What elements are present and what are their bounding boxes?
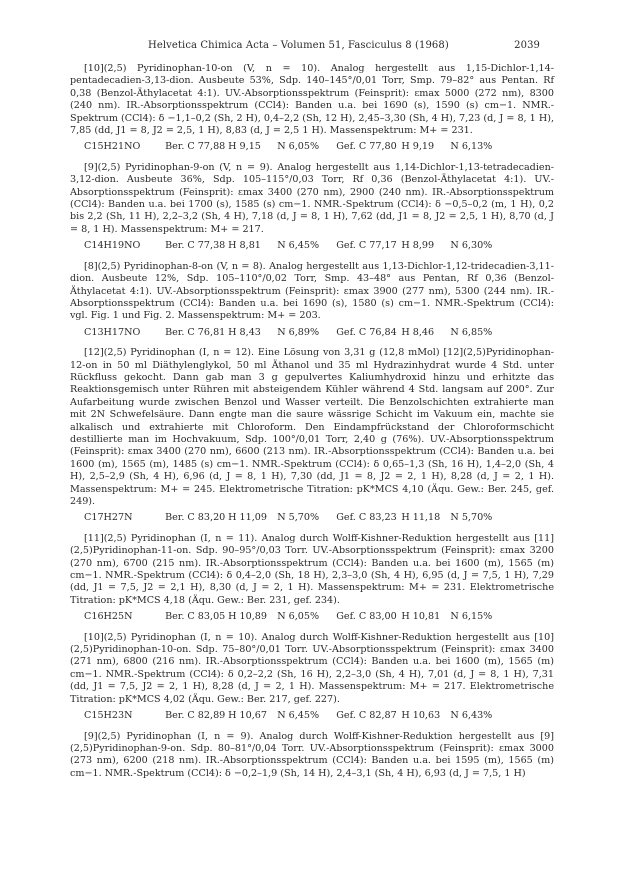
- elemental-analysis: [70, 327, 554, 339]
- found-h: H 8,99: [401, 240, 435, 252]
- calc-n: N 6,05%: [277, 141, 320, 153]
- found-n: N 6,43%: [450, 710, 493, 722]
- elemental-analysis: [70, 240, 554, 252]
- found-h: H 10,81: [401, 611, 441, 623]
- elemental-analysis: [70, 512, 554, 524]
- calc-n: N 5,70%: [277, 512, 320, 524]
- molecular-formula: C15H23N: [84, 710, 133, 722]
- calc-h: H 11,09: [228, 512, 268, 524]
- found-c: Gef. C 77,17: [336, 240, 397, 252]
- calc-h: H 8,81: [228, 240, 261, 252]
- found-n: N 6,30%: [450, 240, 493, 252]
- elemental-analysis: [70, 710, 554, 722]
- entry-pyridinophan-8-on: [8](2,5) Pyridinophan-8-on (V, n = 8). Analog hergestellt aus 1,13-Dichlor-1,12-tridecadien-3,11-dion. Ausbeute 12%, Sdp. 105–110°/0,02 Torr, Smp. 43–48° aus Pentan, Rf 0,36 (Benzol-Äthylacetat 4:1). UV.-Absorptionsspektrum (Feinsprit): εmax 3900 (277 nm), 5300 (244 nm). IR.-Absorptionsspektrum (CCl4): Banden u.a. bei 1690 (s), 1580 (s) cm−1. NMR.-Spektrum (CCl4): vgl. Fig. 1 und Fig. 2. Massenspektrum: M+ = 203.: [70, 260, 554, 322]
- page-number: 2039: [514, 40, 540, 51]
- calc-n: N 6,05%: [277, 611, 320, 623]
- molecular-formula: C13H17NO: [84, 326, 141, 338]
- calc-c: Ber. C 82,89: [165, 710, 226, 722]
- found-h: H 8,46: [401, 326, 435, 338]
- elemental-analysis: [70, 141, 554, 153]
- calc-h: H 9,15: [228, 141, 261, 153]
- calc-h: H 8,43: [228, 326, 261, 338]
- found-n: N 6,15%: [450, 611, 493, 623]
- molecular-formula: C14H19NO: [84, 240, 141, 252]
- article-body: [70, 63, 554, 784]
- found-c: Gef. C 77,80: [336, 141, 397, 153]
- entry-pyridinophan-12: [12](2,5) Pyridinophan (I, n = 12). Eine Lösung von 3,31 g (12,8 mMol) [12](2,5)Pyridinophan-12-on in 50 ml Diäthylenglykol, 50 ml Äthanol und 35 ml Hydrazinhydrat wurde 4 Std. unter Rückfluss gekocht. Dann gab man 3 g gepulvertes Kaliumhydroxid hinzu und erhitzte das Reaktionsgemisch unter Rühren mit absteigendem Kühler während 4 Std. langsam auf 200°. Zur Aufarbeitung wurde zwischen Benzol und Wasser verteilt. Die Benzolschichten extrahierte man mit 2N Schwefelsäure. Dann engte man die saure wässrige Schicht im Vakuum ein, machte sie alkalisch und extrahierte mit Chloroform. Den Eindampfrückstand der Chloroformschicht destillierte man im Hochvakuum, Sdp. 100°/0,01 Torr, 2,40 g (76%). UV.-Absorptionsspektrum (Feinsprit): εmax 3400 (270 nm), 6600 (213 nm). IR.-Absorptionsspektrum (CCl4): Banden u.a. bei 1600 (m), 1565 (m), 1485 (s) cm−1. NMR.-Spektrum (CCl4): δ 0,65–1,3 (Sh, 16 H), 1,4–2,0 (Sh, 4 H), 2,5–2,9 (Sh, 4 H), 6,96 (d, J = 8, 1 H), 7,30 (dd, J1 = 8, J2 = 2, 1 H), 8,28 (d, J = 2, 1 H). Massenspektrum: M+ = 245. Elektrometrische Titration: pK*MCS 4,10 (Äqu. Gew.: Ber. 245, gef. 249).: [70, 347, 554, 507]
- entry-pyridinophan-10: [10](2,5) Pyridinophan (I, n = 10). Analog durch Wolff-Kishner-Reduktion hergestellt aus [10](2,5)Pyridinophan-10-on. Sdp. 75–80°/0,01 Torr. UV.-Absorptionsspektrum (Feinsprit): εmax 3400 (271 nm), 6800 (216 nm). IR.-Absorptionsspektrum (CCl4): Banden u.a. bei 1600 (m), 1565 (m) cm−1. NMR.-Spektrum (CCl4): δ 0,2–2,2 (Sh, 16 H), 2,2–3,0 (Sh, 4 H), 7,01 (d, J = 8, 1 H), 7,31 (dd, J1 = 7,5, J2 = 2, 1 H), 8,28 (d, J = 2, 1 H). Massenspektrum: M+ = 217. Elektrometrische Titration: pK*MCS 4,02 (Äqu. Gew.: Ber. 217, gef. 227).: [70, 631, 554, 705]
- journal-title: Helvetica Chimica Acta – Volumen 51, Fasciculus 8 (1968): [148, 40, 449, 51]
- entry-pyridinophan-11: [11](2,5) Pyridinophan (I, n = 11). Analog durch Wolff-Kishner-Reduktion hergestellt aus [11](2,5)Pyridinophan-11-on. Sdp. 90–95°/0,03 Torr. UV.-Absorptionsspektrum (Feinsprit): εmax 3200 (270 nm), 6700 (215 nm). IR.-Absorptionsspektrum (CCl4): Banden u.a. bei 1600 (m), 1565 (m) cm−1. NMR.-Spektrum (CCl4): δ 0,4–2,0 (Sh, 18 H), 2,3–3,0 (Sh, 4 H), 6,95 (d, J = 7,5, 1 H), 7,29 (dd, J1 = 7,5, J2 = 2,1 H), 8,30 (d, J = 2, 1 H). Massenspektrum: M+ = 231. Elektrometrische Titration: pK*MCS 4,18 (Äqu. Gew.: Ber. 231, gef. 234).: [70, 532, 554, 606]
- found-n: N 6,85%: [450, 326, 493, 338]
- molecular-formula: C16H25N: [84, 611, 133, 623]
- entry-pyridinophan-10-on: [10](2,5) Pyridinophan-10-on (V, n = 10). Analog hergestellt aus 1,15-Dichlor-1,14-pentadecadien-3,13-dion. Ausbeute 53%, Sdp. 140–145°/0,01 Torr, Smp. 79–82° aus Pentan. Rf 0,38 (Benzol-Äthylacetat 4:1). UV.-Absorptionsspektrum (Feinsprit): εmax 5000 (272 nm), 8300 (240 nm). IR.-Absorptionsspektrum (CCl4): Banden u.a. bei 1690 (s), 1590 (s) cm−1. NMR.-Spektrum (CCl4): δ −1,1–0,2 (Sh, 2 H), 0,4–2,2 (Sh, 12 H), 2,45–3,30 (Sh, 4 H), 7,23 (d, J = 8, 1 H), 7,85 (dd, J1 = 8, J2 = 2,5, 1 H), 8,83 (d, J = 2,5 1 H). Massenspektrum: M+ = 231.: [70, 63, 554, 137]
- calc-c: Ber. C 83,20: [165, 512, 226, 524]
- running-head: [86, 40, 540, 54]
- calc-c: Ber. C 77,88: [165, 141, 226, 153]
- found-c: Gef. C 83,23: [336, 512, 397, 524]
- entry-pyridinophan-9-on: [9](2,5) Pyridinophan-9-on (V, n = 9). Analog hergestellt aus 1,14-Dichlor-1,13-tetradecadien-3,12-dion. Ausbeute 36%, Sdp. 105–115°/0,03 Torr, Rf 0,36 (Benzol-Äthylacetat 4:1). UV.-Absorptionsspektrum (Feinsprit): εmax 3400 (270 nm), 2900 (240 nm). IR.-Absorptionsspektrum (CCl4): Banden u.a. bei 1700 (s), 1585 (s) cm−1. NMR.-Spektrum (CCl4): δ −0,5–0,2 (m, 1 H), 0,2 bis 2,2 (Sh, 11 H), 2,2–3,2 (Sh, 4 H), 7,18 (d, J = 8, 1 H), 7,62 (dd, J1 = 8, J2 = 2,5, 1 H), 8,70 (d, J = 8, 1 H). Massenspektrum: M+ = 217.: [70, 161, 554, 235]
- found-h: H 9,19: [401, 141, 435, 153]
- entry-pyridinophan-9: [9](2,5) Pyridinophan (I, n = 9). Analog durch Wolff-Kishner-Reduktion hergestellt aus [9](2,5)Pyridinophan-9-on. Sdp. 80–81°/0,04 Torr. UV.-Absorptionsspektrum (Feinsprit): εmax 3000 (273 nm), 6200 (218 nm). IR.-Absorptionsspektrum (CCl4): Banden u.a. bei 1595 (m), 1565 (m) cm−1. NMR.-Spektrum (CCl4): δ −0,2–1,9 (Sh, 14 H), 2,4–3,1 (Sh, 4 H), 6,93 (d, J = 7,5, 1 H): [70, 730, 554, 779]
- found-h: H 11,18: [401, 512, 441, 524]
- calc-n: N 6,89%: [277, 326, 320, 338]
- calc-c: Ber. C 76,81: [165, 326, 226, 338]
- molecular-formula: C15H21NO: [84, 141, 141, 153]
- calc-c: Ber. C 83,05: [165, 611, 226, 623]
- found-n: N 5,70%: [450, 512, 493, 524]
- calc-h: H 10,67: [228, 710, 268, 722]
- found-n: N 6,13%: [450, 141, 493, 153]
- calc-h: H 10,89: [228, 611, 268, 623]
- calc-n: N 6,45%: [277, 710, 320, 722]
- found-h: H 10,63: [401, 710, 441, 722]
- found-c: Gef. C 83,00: [336, 611, 397, 623]
- elemental-analysis: [70, 611, 554, 623]
- found-c: Gef. C 82,87: [336, 710, 397, 722]
- calc-n: N 6,45%: [277, 240, 320, 252]
- molecular-formula: C17H27N: [84, 512, 133, 524]
- calc-c: Ber. C 77,38: [165, 240, 226, 252]
- found-c: Gef. C 76,84: [336, 326, 397, 338]
